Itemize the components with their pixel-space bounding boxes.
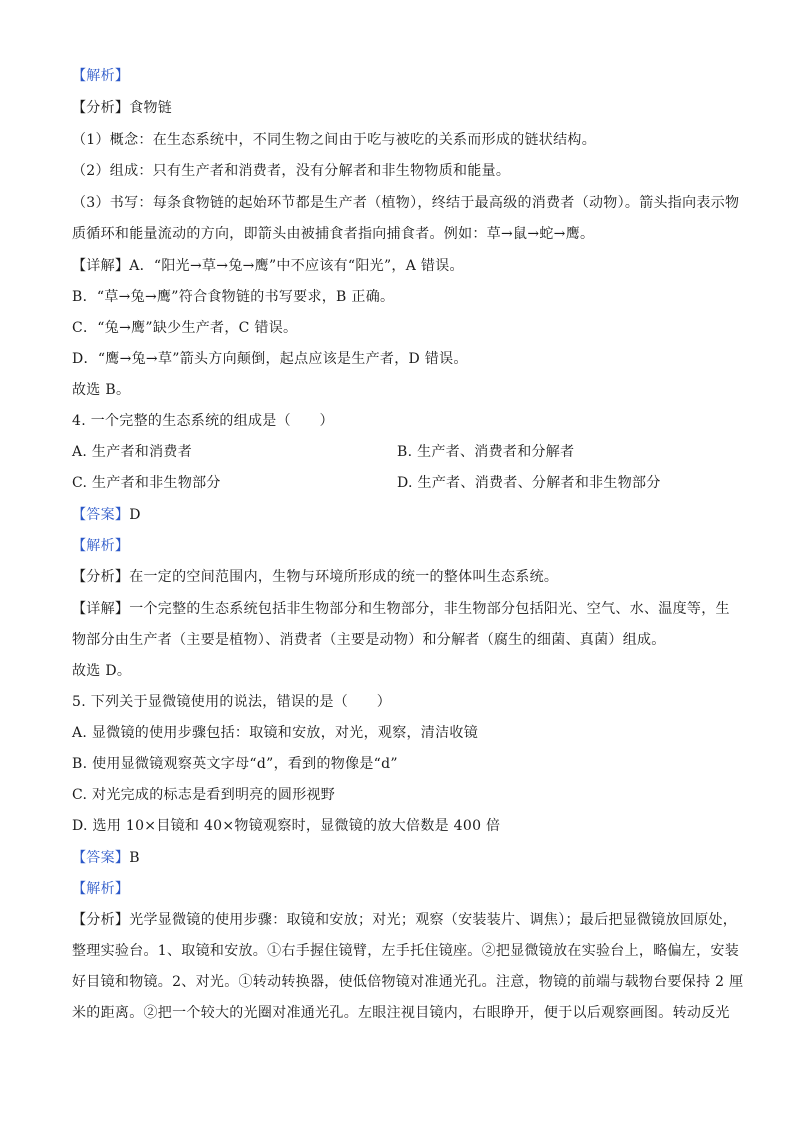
analysis-4-heading: 【解析】 bbox=[72, 538, 130, 554]
writing-line: （3）书写：每条食物链的起始环节都是生产者（植物），终结于最高级的消费者（动物）。箭头指向表示物 bbox=[72, 195, 740, 211]
question-5-option-b: B. 使用显微镜观察英文字母“d”，看到的物像是“d” bbox=[72, 756, 398, 772]
option-d: D. 生产者、消费者、分解者和非生物部分 bbox=[397, 475, 661, 491]
option-b: B. 生产者、消费者和分解者 bbox=[397, 444, 575, 460]
detail-d-line: D．“鹰→兔→草”箭头方向颠倒，起点应该是生产者，D 错误。 bbox=[72, 351, 468, 367]
analysis-5-heading: 【解析】 bbox=[72, 881, 130, 897]
option-c: C. 生产者和非生物部分 bbox=[72, 475, 221, 491]
detail-4-line-cont: 物部分由生产者（主要是植物）、消费者（主要是动物）和分解者（腐生的细菌、真菌）组成。 bbox=[72, 632, 666, 648]
concept-line: （1）概念：在生态系统中，不同生物之间由于吃与被吃的关系而形成的链状结构。 bbox=[72, 132, 597, 148]
answer-5: 【答案】B bbox=[72, 850, 140, 866]
composition-line: （2）组成：只有生产者和消费者，没有分解者和非生物物质和能量。 bbox=[72, 163, 511, 179]
option-a: A. 生产者和消费者 bbox=[72, 444, 193, 460]
analysis-heading: 【解析】 bbox=[72, 68, 130, 84]
question-5-option-a: A. 显微镜的使用步骤包括：取镜和安放，对光，观察，清洁收镜 bbox=[72, 725, 479, 741]
analysis-5-line-2: 整理实验台。1、取镜和安放。①右手握住镜臂，左手托住镜座。②把显微镜放在实验台上，略偏左，安装 bbox=[72, 943, 740, 959]
analysis-5-line-3: 好目镜和物镜。2、对光。①转动转换器，使低倍物镜对准通光孔。注意，物镜的前端与载物台要保持 2 厘 bbox=[72, 974, 744, 990]
choice-4-line: 故选 D。 bbox=[72, 663, 132, 679]
question-5-option-d: D. 选用 10×目镜和 40×物镜观察时，显微镜的放大倍数是 400 倍 bbox=[72, 818, 501, 834]
question-5-option-c: C. 对光完成的标志是看到明亮的圆形视野 bbox=[72, 787, 336, 803]
question-5: 5. 下列关于显微镜使用的说法，错误的是（ ） bbox=[72, 694, 392, 710]
analysis-line: 【分析】食物链 bbox=[72, 100, 173, 116]
question-4-options-cd bbox=[72, 473, 723, 493]
analysis-5-line: 【分析】光学显微镜的使用步骤：取镜和安放；对光；观察（安装装片、调焦）；最后把显微镜放回原处， bbox=[72, 912, 738, 928]
detail-b-line: B．“草→兔→鹰”符合食物链的书写要求，B 正确。 bbox=[72, 289, 395, 305]
detail-line: 【详解】A．“阳光→草→兔→鹰”中不应该有“阳光”，A 错误。 bbox=[72, 258, 464, 274]
question-4: 4. 一个完整的生态系统的组成是（ ） bbox=[72, 413, 334, 429]
detail-4-line: 【详解】一个完整的生态系统包括非生物部分和生物部分，非生物部分包括阳光、空气、水、温度等，生 bbox=[72, 601, 730, 617]
question-4-options-ab bbox=[72, 442, 723, 462]
answer-4: 【答案】D bbox=[72, 507, 141, 523]
writing-line-cont: 质循环和能量流动的方向，即箭头由被捕食者指向捕食者。例如：草→鼠→蛇→鹰。 bbox=[72, 226, 595, 242]
analysis-4-line: 【分析】在一定的空间范围内，生物与环境所形成的统一的整体叫生态系统。 bbox=[72, 569, 559, 585]
detail-c-line: C．“兔→鹰”缺少生产者，C 错误。 bbox=[72, 320, 298, 336]
analysis-5-line-4: 米的距离。②把一个较大的光圈对准通光孔。左眼注视目镜内，右眼睁开，便于以后观察画图。转动反光 bbox=[72, 1005, 730, 1021]
choice-line: 故选 B。 bbox=[72, 382, 131, 398]
